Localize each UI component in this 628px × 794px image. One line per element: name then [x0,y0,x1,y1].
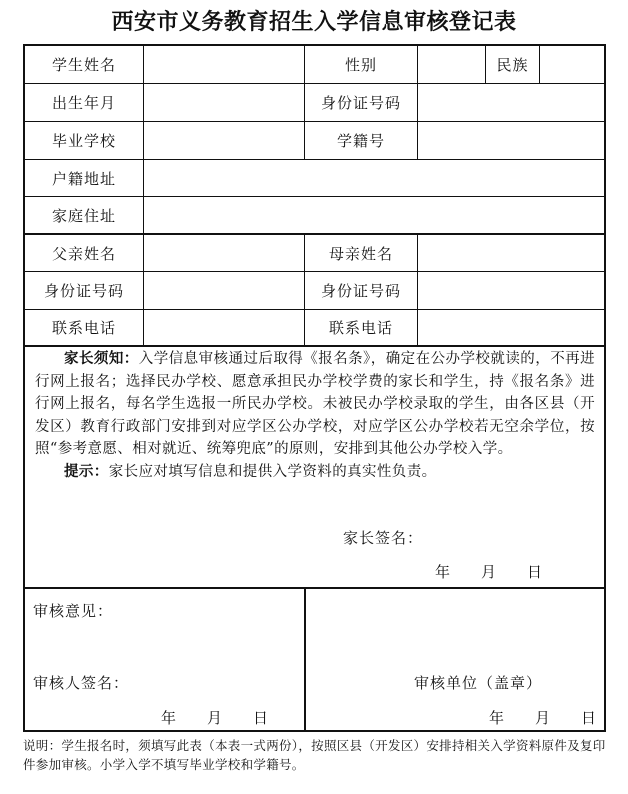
review-opinion-label: 审核意见： [33,602,114,620]
section-divider [25,345,604,347]
household-address-field[interactable] [144,160,604,196]
date-day: 日 [527,563,544,581]
review-unit-stamp-area[interactable] [315,606,595,661]
student-name-field[interactable] [144,46,304,83]
label-ethnicity: 民族 [496,56,529,74]
parent-signature-field[interactable] [425,520,595,550]
label-household-address: 户籍地址 [51,169,116,188]
gender-field[interactable] [418,46,485,83]
date-day: 日 [581,709,598,727]
notice-body: 入学信息审核通过后取得《报名条》，确定在公办学校就读的，不再进行网上报名；选择民办学校、愿意承担民办学校学费的家长和学生，持《报名条》进行网上报名，每名学生选报一所民办学校。未被民办学校录取的学生，由各区县（开发区）教育行政部门安排到对应学区公办学校，对应学区公办学校若无空余学位，按照“参考意愿、相对就近、统筹兜底”的原则，安排到其他公办学校入学。 [35,351,595,457]
father-id-field[interactable] [144,272,304,309]
label-id-number: 身份证号码 [320,94,401,112]
date-year: 年 [435,563,452,581]
reviewer-signature-label: 审核人签名： [33,674,130,692]
section-divider [25,587,604,589]
mother-phone-field[interactable] [418,310,604,345]
date-year: 年 [161,709,178,727]
label-mother-phone: 联系电话 [328,319,393,337]
label-father-phone: 联系电话 [51,319,116,337]
reviewer-signature-field[interactable] [137,666,297,696]
notice-heading: 家长须知： [64,350,139,367]
review-opinion-field[interactable] [33,624,298,669]
label-father-id: 身份证号码 [43,282,124,300]
id-number-field[interactable] [418,84,604,121]
label-mother-name: 母亲姓名 [328,244,393,263]
label-birth-date: 出生年月 [51,94,116,112]
parent-signature-date [435,561,543,582]
date-month: 月 [535,709,552,727]
review-left-date [161,707,269,728]
label-home-address: 家庭住址 [51,206,116,225]
date-year: 年 [489,709,506,727]
label-mother-id: 身份证号码 [320,282,401,300]
label-student-name: 学生姓名 [51,56,116,74]
registration-form [23,44,606,732]
tip-body: 家长应对填写信息和提供入学资料的真实性负责。 [108,463,437,480]
graduate-school-field[interactable] [144,122,304,159]
father-phone-field[interactable] [144,310,304,345]
label-student-id: 学籍号 [336,132,385,150]
birth-date-field[interactable] [144,84,304,121]
form-title: 西安市义务教育招生入学信息审核登记表 [111,9,517,35]
label-gender: 性别 [344,56,377,74]
ethnicity-field[interactable] [540,46,604,83]
home-address-field[interactable] [144,197,604,233]
parent-notice [35,348,595,483]
mother-id-field[interactable] [418,272,604,309]
parent-signature-label: 家长签名： [343,529,424,547]
footer-note: 说明：学生报名时，须填写此表（本表一式两份），按照区县（开发区）安排持相关入学资料原件及复印件参加审核。小学入学不填写毕业学校和学籍号。 [23,738,606,772]
father-name-field[interactable] [144,235,304,271]
column-divider [304,587,306,730]
label-father-name: 父亲姓名 [51,244,116,263]
tip-heading: 提示： [64,462,109,480]
label-graduate-school: 毕业学校 [51,132,116,150]
student-id-field[interactable] [418,122,604,159]
date-month: 月 [481,563,498,581]
mother-name-field[interactable] [418,235,604,271]
review-unit-label: 审核单位（盖章） [414,674,543,692]
date-day: 日 [253,709,270,727]
date-month: 月 [207,709,224,727]
review-right-date [489,707,597,728]
